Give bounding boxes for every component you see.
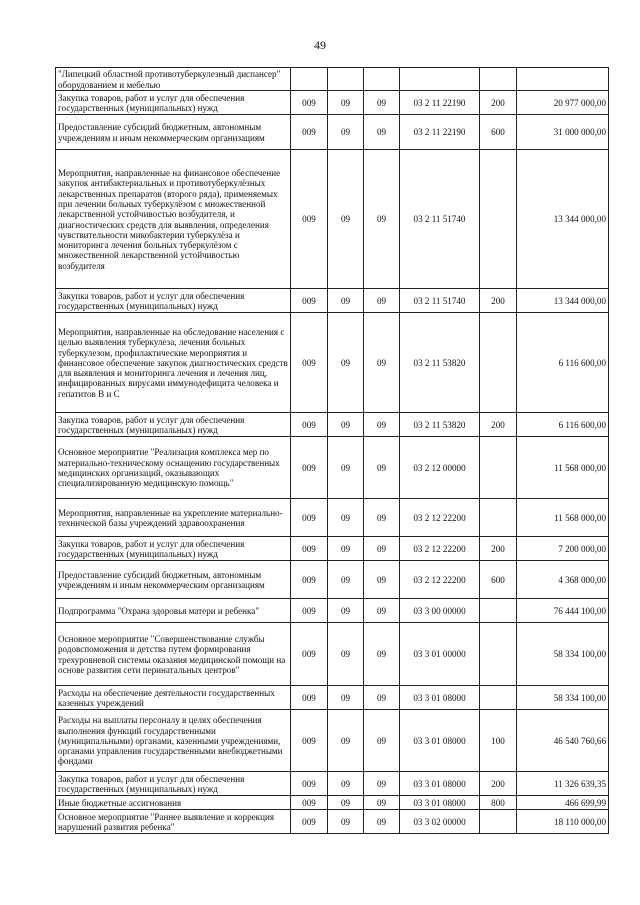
expense-type-code: [480, 686, 517, 710]
section-code: 09: [328, 289, 364, 313]
section-code: 09: [328, 561, 364, 599]
section-code: [328, 68, 364, 91]
item-name: Предоставление субсидий бюджетным, автономным учреждениям и иным некоммерческим организациям: [56, 115, 291, 150]
ministry-code: 009: [291, 599, 328, 623]
section-code: 09: [328, 115, 364, 150]
amount: 58 334 100,00: [517, 623, 609, 686]
expense-type-code: [480, 623, 517, 686]
target-article-code: 03 3 02 00000: [400, 810, 480, 834]
expense-type-code: [480, 150, 517, 289]
expense-type-code: [480, 599, 517, 623]
target-article-code: 03 2 11 22190: [400, 115, 480, 150]
item-name: Закупка товаров, работ и услуг для обеспечения государственных (муниципальных) нужд: [56, 289, 291, 313]
subsection-code: 09: [364, 561, 400, 599]
section-code: 09: [328, 537, 364, 561]
ministry-code: [291, 68, 328, 91]
subsection-code: [364, 68, 400, 91]
section-code: 09: [328, 499, 364, 537]
amount: 466 699,99: [517, 796, 609, 810]
section-code: 09: [328, 710, 364, 772]
item-name: Мероприятия, направленные на финансовое обеспечение закупок антибактериальных и противотуберкулёзных лекарственных препаратов (второго ряда), применяемых при лечении больных туберкулёзом с множественной лекарственной устойчивостью возбудителя, и диагностических средств для выявления, определения чувствительности микобактерии туберкулёза и мониторинга лечения больных туберкулёзом с множественной лекарственной устойчивостью возбудителя: [56, 150, 291, 289]
target-article-code: 03 2 12 00000: [400, 437, 480, 499]
ministry-code: 009: [291, 810, 328, 834]
ministry-code: 009: [291, 313, 328, 413]
expense-type-code: [480, 810, 517, 834]
target-article-code: 03 2 12 22200: [400, 537, 480, 561]
amount: 13 344 000,00: [517, 289, 609, 313]
amount: 18 110 000,00: [517, 810, 609, 834]
target-article-code: 03 3 01 08000: [400, 772, 480, 796]
section-code: 09: [328, 686, 364, 710]
subsection-code: 09: [364, 537, 400, 561]
target-article-code: 03 3 01 08000: [400, 686, 480, 710]
amount: 46 540 760,66: [517, 710, 609, 772]
target-article-code: 03 2 12 22200: [400, 561, 480, 599]
item-name: Расходы на выплаты персоналу в целях обеспечения выполнения функций государственными (муниципальными) органами, казенными учреждениями, органами управления государственными внебюджетными фондами: [56, 710, 291, 772]
section-code: 09: [328, 91, 364, 115]
ministry-code: 009: [291, 772, 328, 796]
target-article-code: 03 3 01 08000: [400, 796, 480, 810]
table-row: [56, 686, 609, 710]
amount: 31 000 000,00: [517, 115, 609, 150]
budget-table-body: [56, 68, 609, 834]
expense-type-code: 200: [480, 413, 517, 437]
amount: 11 568 000,00: [517, 499, 609, 537]
subsection-code: 09: [364, 91, 400, 115]
subsection-code: 09: [364, 772, 400, 796]
ministry-code: 009: [291, 91, 328, 115]
amount: 11 326 639,35: [517, 772, 609, 796]
expense-type-code: 600: [480, 561, 517, 599]
section-code: 09: [328, 413, 364, 437]
target-article-code: 03 2 11 51740: [400, 150, 480, 289]
section-code: 09: [328, 437, 364, 499]
ministry-code: 009: [291, 413, 328, 437]
ministry-code: 009: [291, 115, 328, 150]
expense-type-code: 200: [480, 772, 517, 796]
amount: 13 344 000,00: [517, 150, 609, 289]
item-name: Основное мероприятие "Реализация комплекса мер по материально-техническому оснащению государственных медицинских организаций, оказывающих специализированную медицинскую помощь": [56, 437, 291, 499]
expense-type-code: 200: [480, 289, 517, 313]
target-article-code: 03 2 11 51740: [400, 289, 480, 313]
target-article-code: 03 2 11 53820: [400, 313, 480, 413]
ministry-code: 009: [291, 499, 328, 537]
section-code: 09: [328, 796, 364, 810]
item-name: Расходы на обеспечение деятельности государственных казенных учреждений: [56, 686, 291, 710]
amount: 76 444 100,00: [517, 599, 609, 623]
item-name: Закупка товаров, работ и услуг для обеспечения государственных (муниципальных) нужд: [56, 537, 291, 561]
section-code: 09: [328, 772, 364, 796]
table-row: [56, 313, 609, 413]
target-article-code: 03 3 01 08000: [400, 710, 480, 772]
table-row: [56, 150, 609, 289]
table-row: [56, 437, 609, 499]
expense-type-code: [480, 437, 517, 499]
amount: [517, 68, 609, 91]
amount: 20 977 000,00: [517, 91, 609, 115]
amount: 11 568 000,00: [517, 437, 609, 499]
item-name: Закупка товаров, работ и услуг для обеспечения государственных (муниципальных) нужд: [56, 413, 291, 437]
subsection-code: 09: [364, 686, 400, 710]
table-row: [56, 499, 609, 537]
section-code: 09: [328, 599, 364, 623]
subsection-code: 09: [364, 150, 400, 289]
subsection-code: 09: [364, 623, 400, 686]
section-code: 09: [328, 150, 364, 289]
target-article-code: 03 2 12 22200: [400, 499, 480, 537]
table-row: [56, 710, 609, 772]
table-row: [56, 413, 609, 437]
amount: 6 116 600,00: [517, 313, 609, 413]
ministry-code: 009: [291, 437, 328, 499]
table-row: [56, 115, 609, 150]
expense-type-code: [480, 499, 517, 537]
item-name: Мероприятия, направленные на укрепление материально-технической базы учреждений здравоохранения: [56, 499, 291, 537]
page-number: 49: [314, 38, 326, 52]
item-name: "Липецкий областной противотуберкулезный диспансер" оборудованием и мебелью: [56, 68, 291, 91]
subsection-code: 09: [364, 115, 400, 150]
subsection-code: 09: [364, 499, 400, 537]
amount: 4 368 000,00: [517, 561, 609, 599]
subsection-code: 09: [364, 810, 400, 834]
target-article-code: 03 2 11 22190: [400, 91, 480, 115]
expense-type-code: 600: [480, 115, 517, 150]
subsection-code: 09: [364, 599, 400, 623]
ministry-code: 009: [291, 561, 328, 599]
table-row: [56, 599, 609, 623]
expense-type-code: 100: [480, 710, 517, 772]
subsection-code: 09: [364, 413, 400, 437]
target-article-code: 03 2 11 53820: [400, 413, 480, 437]
section-code: 09: [328, 623, 364, 686]
section-code: 09: [328, 313, 364, 413]
subsection-code: 09: [364, 710, 400, 772]
item-name: Подпрограмма "Охрана здоровья матери и ребенка": [56, 599, 291, 623]
table-row: [56, 91, 609, 115]
ministry-code: 009: [291, 796, 328, 810]
expense-type-code: 200: [480, 537, 517, 561]
target-article-code: 03 3 01 00000: [400, 623, 480, 686]
ministry-code: 009: [291, 537, 328, 561]
table-row: [56, 810, 609, 834]
ministry-code: 009: [291, 710, 328, 772]
subsection-code: 09: [364, 796, 400, 810]
subsection-code: 09: [364, 289, 400, 313]
item-name: Закупка товаров, работ и услуг для обеспечения государственных (муниципальных) нужд: [56, 772, 291, 796]
item-name: Основное мероприятие "Раннее выявление и коррекция нарушений развития ребенка": [56, 810, 291, 834]
amount: 58 334 100,00: [517, 686, 609, 710]
subsection-code: 09: [364, 313, 400, 413]
target-article-code: 03 3 00 00000: [400, 599, 480, 623]
ministry-code: 009: [291, 686, 328, 710]
ministry-code: 009: [291, 150, 328, 289]
table-row: [56, 561, 609, 599]
table-row: [56, 68, 609, 91]
table-row: [56, 772, 609, 796]
item-name: Основное мероприятие "Совершенствование службы родовспоможения и детства путем формирования трехуровневой системы оказания медицинской помощи на основе развития сети перинатальных центров": [56, 623, 291, 686]
expense-type-code: 200: [480, 91, 517, 115]
section-code: 09: [328, 810, 364, 834]
table-row: [56, 537, 609, 561]
amount: 6 116 600,00: [517, 413, 609, 437]
table-row: [56, 289, 609, 313]
expense-type-code: [480, 68, 517, 91]
item-name: Мероприятия, направленные на обследование населения с целью выявления туберкулеза, лечения больных туберкулезом, профилактические мероприятия и финансовое обеспечение закупок диагностических средств для выявления и мониторинга лечения и лечения лиц, инфицированных вирусами иммунодефицита человека и гепатитов В и С: [56, 313, 291, 413]
budget-table: [55, 67, 609, 834]
ministry-code: 009: [291, 289, 328, 313]
table-row: [56, 796, 609, 810]
item-name: Предоставление субсидий бюджетным, автономным учреждениям и иным некоммерческим организациям: [56, 561, 291, 599]
table-row: [56, 623, 609, 686]
item-name: Закупка товаров, работ и услуг для обеспечения государственных (муниципальных) нужд: [56, 91, 291, 115]
amount: 7 200 000,00: [517, 537, 609, 561]
target-article-code: [400, 68, 480, 91]
expense-type-code: [480, 313, 517, 413]
item-name: Иные бюджетные ассигнования: [56, 796, 291, 810]
ministry-code: 009: [291, 623, 328, 686]
subsection-code: 09: [364, 437, 400, 499]
expense-type-code: 800: [480, 796, 517, 810]
